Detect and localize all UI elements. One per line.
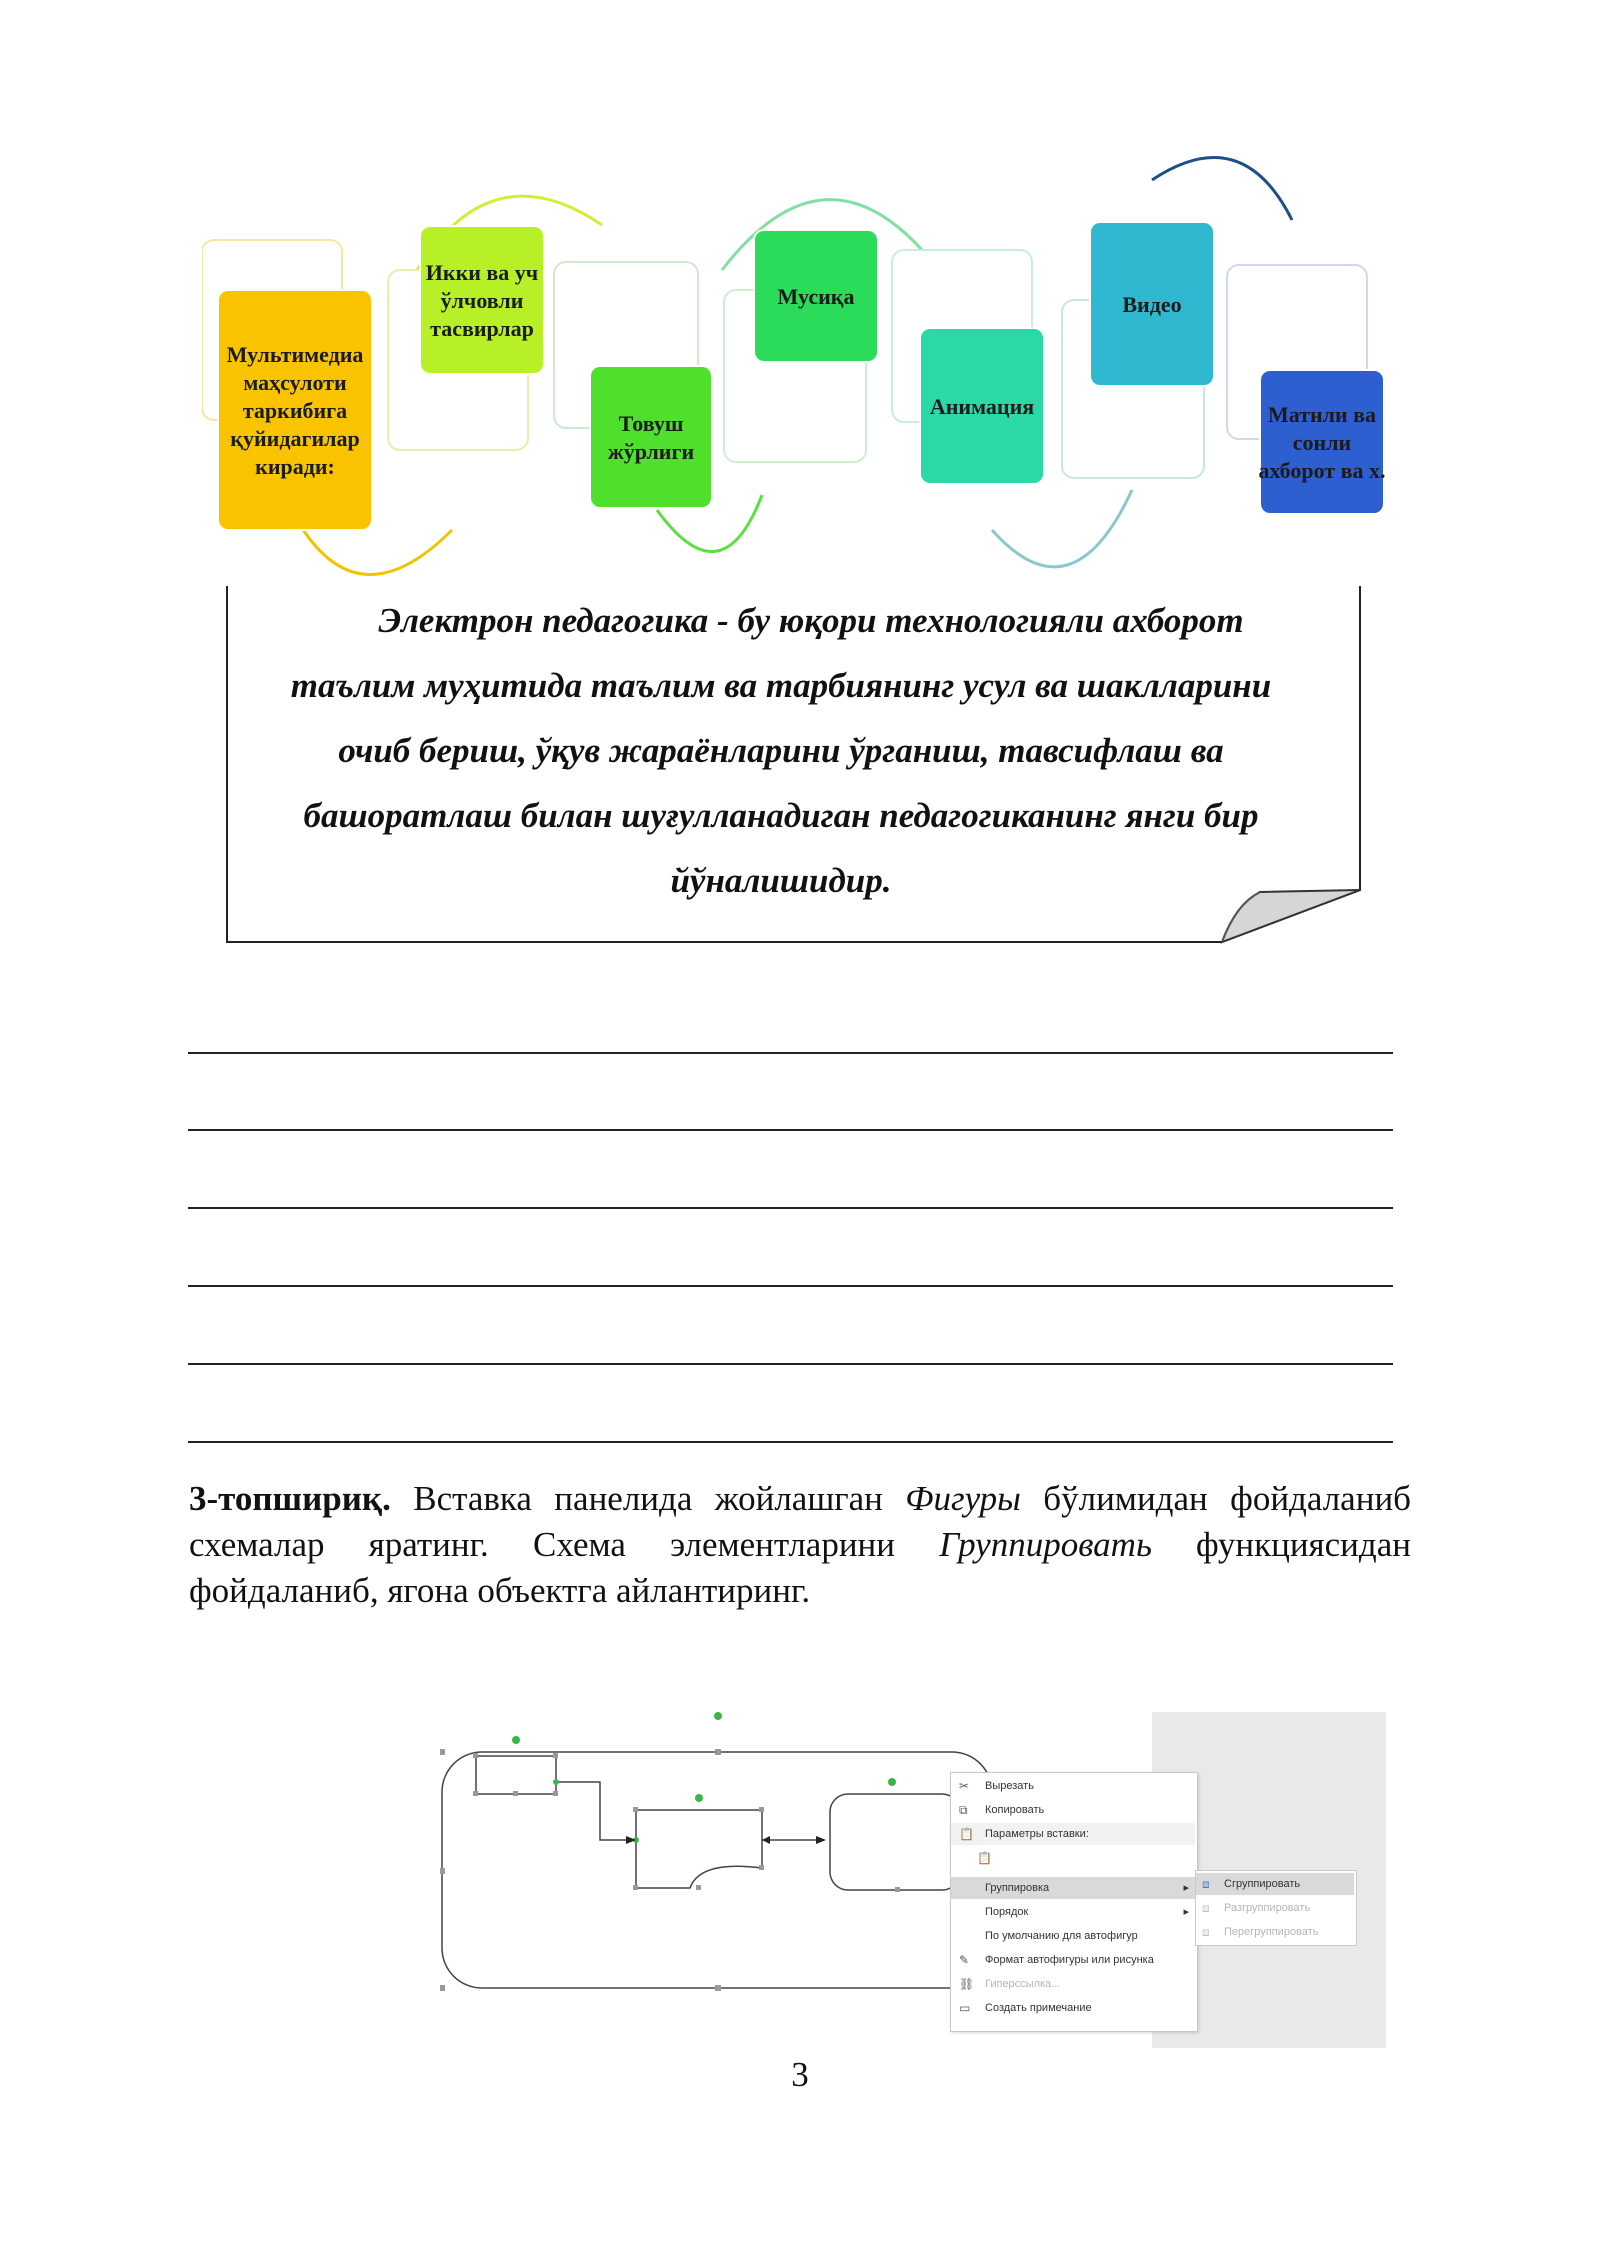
task-paragraph [189,1476,1411,1614]
submenu-item-ungroup [1196,1897,1354,1919]
submenu-group-label: Сгруппировать [1224,1878,1301,1890]
diagram-box-multimedia-line-2: маҳсулоти [243,370,347,395]
menu-item-copy[interactable] [951,1799,1195,1821]
page-number: 3 [791,2055,809,2094]
writing-line-4[interactable] [188,1285,1393,1287]
menu-item-format[interactable] [951,1949,1195,1971]
task-text-3: функциясидан фойдаланиб, ягона объектга айлантиринг. [189,1525,1411,1610]
format-icon: ✎ [959,1953,970,1967]
comment-icon: ▭ [959,2001,971,2015]
diagram-box-video-line-1: Видео [1122,292,1182,317]
menu-item-default-shape[interactable] [951,1925,1195,1947]
grouping-screenshot [440,1710,1386,2050]
diagram-box-text-line-2: сонли [1292,430,1352,455]
diagram-box-multimedia-line-1: Мультимедиа [226,342,364,367]
diagram-box-sound-line-1: Товуш [618,411,684,436]
context-menu [950,1772,1198,2032]
definition-line-3: очиб бериш, ўқув жараёнларини ўрганиш, тавсифлаш ва [338,731,1224,770]
arc-1 [302,528,452,575]
scissors-icon: ✂ [959,1779,970,1793]
ungroup-icon: ⧈ [1202,1901,1210,1915]
diagram-box-images [420,226,544,374]
menu-item-comment-label: Создать примечание [985,2002,1092,2014]
submenu-ungroup-label: Разгруппировать [1224,1902,1311,1914]
task-text-1: Вставка панелида жойлашган [390,1479,906,1518]
menu-item-comment[interactable] [951,1997,1195,2019]
paste-option-icon: 📋 [977,1851,992,1865]
grouping-submenu [1195,1870,1357,1946]
writing-line-1[interactable] [188,1052,1393,1054]
regroup-icon: ⧈ [1202,1925,1210,1939]
menu-item-cut-label: Вырезать [985,1780,1034,1792]
menu-item-order-label: Порядок [985,1906,1029,1918]
menu-item-copy-label: Копировать [985,1804,1045,1816]
definition-card [226,586,1372,946]
arc-5 [992,490,1132,567]
link-icon: ⛓ [959,1977,975,1991]
diagram-box-multimedia-line-3: таркибига [242,398,348,423]
menu-item-hyperlink-label: Гиперссылка... [985,1978,1061,1990]
submenu-item-group[interactable] [1196,1873,1354,1895]
definition-line-2: таълим муҳитида таълим ва тарбиянинг усул ва шаклларини [290,666,1272,705]
diagram-box-multimedia-line-4: қуйидагилар [230,426,360,451]
shape-rounded [830,1794,960,1890]
multimedia-diagram [202,150,1394,586]
group-outline [442,1752,992,1988]
menu-item-cut[interactable] [951,1775,1195,1797]
arc-6 [1152,158,1292,221]
paste-icon: 📋 [959,1827,974,1841]
definition-line-1: Электрон педагогика - бу юқори технологияли ахборот [378,601,1244,640]
submenu-item-regroup [1196,1921,1354,1943]
menu-item-paste-picture[interactable] [951,1847,1195,1873]
diagram-box-text [1258,370,1385,514]
connector-1 [556,1782,636,1840]
diagram-box-video [1090,222,1214,386]
task-text-2: бўлимидан фойдаланиб схемалар яратинг. Схема элементларини [189,1479,1411,1564]
diagram-box-images-line-3: тасвирлар [430,316,534,341]
chevron-right-icon: ▸ [1183,1882,1189,1894]
diagram-box-images-line-1: Икки ва уч [425,260,539,285]
menu-item-grouping[interactable] [951,1877,1195,1899]
shape-rect-1 [476,1756,556,1794]
group-icon: ⧈ [1202,1877,1210,1891]
menu-item-grouping-label: Группировка [985,1882,1050,1894]
task-italic-group: Группировать [939,1525,1152,1564]
diagram-box-text-line-3: ахборот ва х. [1258,458,1386,483]
writing-line-5[interactable] [188,1363,1393,1365]
menu-item-default-label: По умолчанию для автофигур [985,1930,1138,1942]
diagram-box-images-line-2: ўлчовли [440,288,524,313]
definition-line-4: башоратлаш билан шуғулланадиган педагогиканинг янги бир [303,796,1259,835]
menu-item-hyperlink [951,1973,1195,1995]
shapes-drawing [440,1710,1000,2000]
diagram-box-multimedia-line-5: киради: [255,454,335,479]
diagram-box-multimedia [218,290,372,530]
submenu-regroup-label: Перегруппировать [1224,1926,1319,1938]
task-label: 3-топшириқ. [189,1479,391,1518]
diagram-box-sound-line-2: жўрлиги [607,439,695,464]
diagram-box-text-line-1: Матнли ва [1267,402,1377,427]
diagram-canvas [202,150,1394,586]
definition-line-5: йўналишидир. [670,861,892,900]
copy-icon: ⧉ [959,1803,968,1817]
diagram-box-animation [920,328,1044,484]
writing-line-3[interactable] [188,1207,1393,1209]
diagram-box-music [754,230,878,362]
diagram-box-animation-line-1: Анимация [929,394,1035,419]
writing-line-6[interactable] [188,1441,1393,1443]
task-italic-shapes: Фигуры [905,1479,1021,1518]
menu-item-order[interactable] [951,1901,1195,1923]
menu-item-paste-label: Параметры вставки: [985,1828,1089,1840]
writing-line-2[interactable] [188,1129,1393,1131]
definition-text [256,588,1306,913]
shape-document [636,1810,762,1888]
menu-item-format-label: Формат автофигуры или рисунка [985,1954,1154,1966]
chevron-right-icon: ▸ [1183,1906,1189,1918]
menu-item-paste-options [951,1823,1195,1845]
diagram-box-music-line-1: Мусиқа [777,284,855,309]
diagram-box-sound [590,366,712,508]
